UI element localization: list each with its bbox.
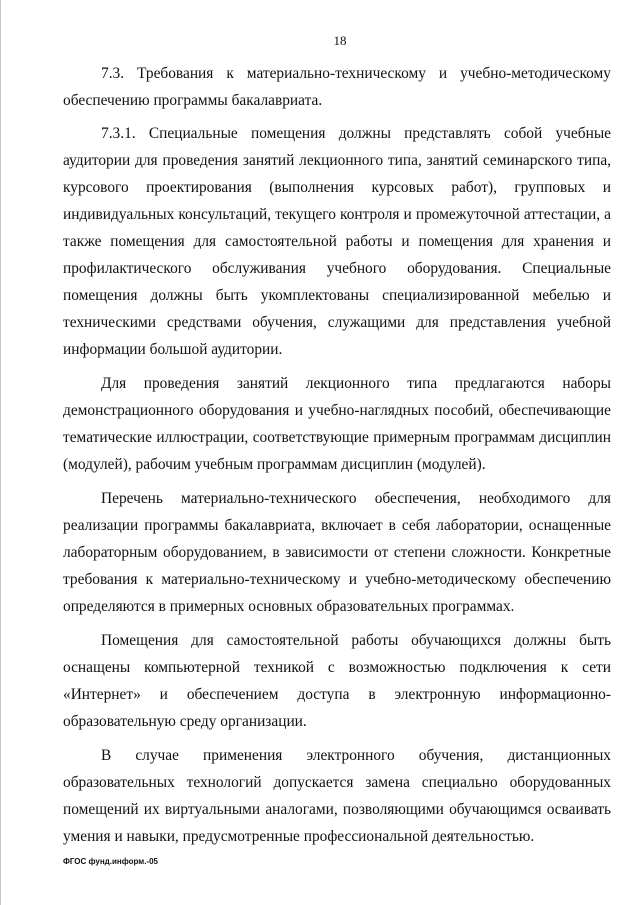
document-body xyxy=(63,60,611,857)
paragraph-material-list: Перечень материально-технического обеспечения, необходимого для реализации программы бакалавриата, включает в себя лаборатории, оснащенные лабораторным оборудованием, в зависимости от степени сложности. Конкретные требования к материально-техническому и учебно-методическому обеспечению определяются в примерных основных образовательных программах. xyxy=(63,490,611,615)
paragraph-7-3-1: 7.3.1. Специальные помещения должны представлять собой учебные аудитории для проведения занятий лекционного типа, занятий семинарского типа, курсового проектирования (выполнения курсовых работ), групповых и индивидуальных консультаций, текущего контроля и промежуточной аттестации, а также помещения для самостоятельной работы и помещения для хранения и профилактического обслуживания учебного оборудования. Специальные помещения должны быть укомплектованы специализированной мебелью и техническими средствами обучения, служащими для представления учебной информации большой аудитории. xyxy=(63,125,611,358)
paragraph-e-learning: В случае применения электронного обучения, дистанционных образовательных технологий допускается замена специально оборудованных помещений их виртуальными аналогами, позволяющими обучающимся осваивать умения и навыки, предусмотренные профессиональной деятельностью. xyxy=(63,747,611,845)
paragraph-lecture-equipment: Для проведения занятий лекционного типа предлагаются наборы демонстрационного оборудования и учебно-наглядных пособий, обеспечивающие тематические иллюстрации, соответствующие примерным программам дисциплин (модулей), рабочим учебным программам дисциплин (модулей). xyxy=(63,375,611,473)
paragraph-self-study-rooms: Помещения для самостоятельной работы обучающихся должны быть оснащены компьютерной техникой с возможностью подключения к сети «Интернет» и обеспечением доступа в электронную информационно-образовательную среду организации. xyxy=(63,632,611,730)
footer-code: ФГОС фунд.информ.-05 xyxy=(63,857,158,866)
page-edge xyxy=(0,0,1,905)
page-number: 18 xyxy=(333,33,347,48)
section-heading-7-3: 7.3. Требования к материально-техническому и учебно-методическому обеспечению программы бакалавриата. xyxy=(63,65,611,109)
